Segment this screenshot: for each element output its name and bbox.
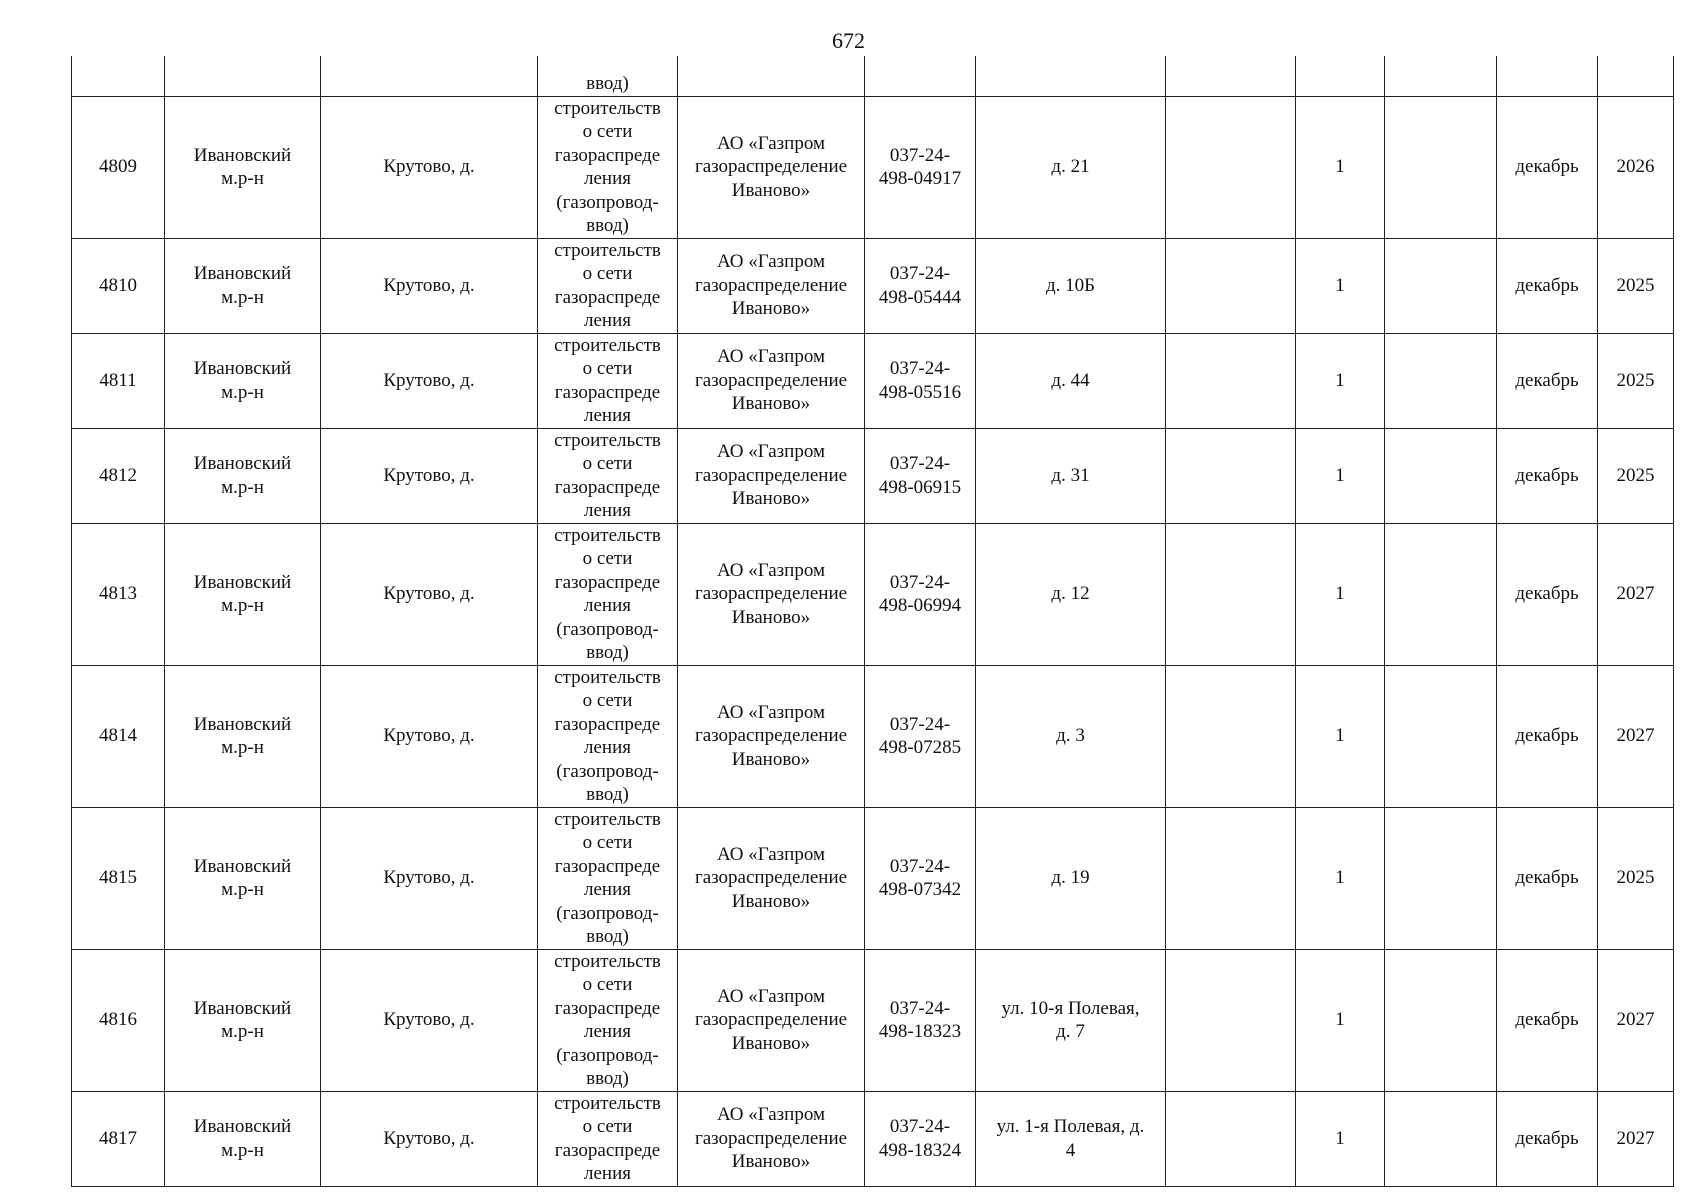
district-line: Ивановский — [193, 713, 292, 735]
work-type-line: о сети — [582, 121, 633, 142]
cell-address — [976, 56, 1166, 96]
cell-empty — [1385, 949, 1497, 1091]
cell-code — [865, 238, 976, 333]
company-line: газораспределение — [694, 274, 848, 296]
address-line: д. 12 — [1051, 583, 1090, 605]
company-line: газораспределение — [694, 1009, 848, 1031]
district-line: Ивановский — [193, 1116, 292, 1137]
cell-company — [678, 96, 865, 238]
cell-empty — [1166, 56, 1296, 96]
company-line: АО «Газпром — [716, 985, 826, 1007]
code-line: 498-18323 — [878, 1021, 962, 1042]
company-line: газораспределение — [694, 464, 848, 486]
table-row — [72, 333, 1674, 428]
cell-num: 4816 — [72, 949, 165, 1091]
work-type-line: строительств — [554, 1092, 661, 1114]
code-line: 498-05444 — [878, 286, 962, 308]
district-line: м.р-н — [221, 381, 264, 403]
table-row — [72, 238, 1674, 333]
cell-month: декабрь — [1497, 807, 1598, 949]
work-type-line: строительств — [554, 808, 661, 830]
company-line: Иваново» — [731, 606, 811, 628]
cell-company — [678, 238, 865, 333]
address-line: д. 44 — [1051, 369, 1090, 391]
work-type-line: газораспреде — [554, 286, 661, 308]
work-type-line: о сети — [582, 453, 633, 474]
cell-code — [865, 96, 976, 238]
work-type-line: (газопровод- — [556, 1044, 659, 1066]
company-line: газораспределение — [694, 725, 848, 747]
district-line: м.р-н — [221, 595, 264, 616]
cell-locality: Крутово, д. — [321, 96, 538, 238]
cell-empty — [1385, 428, 1497, 523]
code-line: 037-24- — [889, 358, 951, 379]
cell-code — [865, 56, 976, 96]
cell-work-type — [538, 1091, 678, 1186]
cell-year: 2027 — [1598, 665, 1674, 807]
code-line: 037-24- — [889, 571, 951, 593]
cell-num: 4813 — [72, 523, 165, 665]
district-line: Ивановский — [193, 263, 292, 284]
work-type-line: ления — [584, 168, 631, 189]
company-line: АО «Газпром — [716, 701, 826, 723]
company-line: АО «Газпром — [716, 1104, 826, 1126]
address-line: д. 19 — [1051, 867, 1090, 889]
cell-month: декабрь — [1497, 1091, 1598, 1186]
table-row — [72, 1091, 1674, 1186]
cell-month: декабрь — [1497, 333, 1598, 428]
cell-code — [865, 949, 976, 1091]
cell-empty — [1166, 333, 1296, 428]
address-line: д. 31 — [1051, 464, 1090, 486]
district-line: м.р-н — [221, 879, 264, 900]
cell-district — [165, 333, 321, 428]
cell-num — [72, 56, 165, 96]
company-line: газораспределение — [694, 867, 848, 889]
cell-locality: Крутово, д. — [321, 807, 538, 949]
cell-district — [165, 56, 321, 96]
cell-work-type — [538, 665, 678, 807]
code-line: 498-04917 — [878, 168, 962, 189]
cell-empty — [1385, 238, 1497, 333]
work-type-line: газораспреде — [554, 476, 661, 498]
cell-empty — [1166, 523, 1296, 665]
cell-locality: Крутово, д. — [321, 428, 538, 523]
cell-locality — [321, 56, 538, 96]
company-line: Иваново» — [731, 298, 811, 320]
work-type-line: ления — [584, 1163, 631, 1184]
work-type-line: строительств — [554, 239, 661, 261]
cell-work-type — [538, 238, 678, 333]
address-line: д. 3 — [1056, 725, 1085, 747]
company-line: АО «Газпром — [716, 132, 826, 154]
work-type-line: о сети — [582, 358, 633, 379]
cell-month: декабрь — [1497, 523, 1598, 665]
cell-num: 4809 — [72, 96, 165, 238]
cell-empty — [1385, 807, 1497, 949]
cell-work-type — [538, 949, 678, 1091]
work-type-line: ввод) — [586, 926, 629, 947]
cell-empty — [1166, 96, 1296, 238]
cell-address — [976, 428, 1166, 523]
code-line: 498-05516 — [878, 381, 962, 403]
company-line: АО «Газпром — [716, 843, 826, 865]
gas-network-table — [71, 56, 1674, 1187]
cell-count: 1 — [1296, 428, 1385, 523]
work-type-line: о сети — [582, 974, 633, 995]
cell-num: 4810 — [72, 238, 165, 333]
cell-locality: Крутово, д. — [321, 949, 538, 1091]
district-line: Ивановский — [193, 144, 292, 166]
table-row — [72, 523, 1674, 665]
cell-count — [1296, 56, 1385, 96]
code-line: 498-06915 — [878, 476, 962, 498]
page-number: 672 — [832, 28, 865, 53]
work-type-line: строительств — [554, 524, 661, 546]
work-type-line: строительств — [554, 429, 661, 451]
work-type-line: о сети — [582, 1116, 633, 1137]
work-type-line: ввод) — [586, 1068, 629, 1089]
district-line: Ивановский — [193, 358, 292, 379]
work-type-line: строительств — [554, 334, 661, 356]
code-line: 037-24- — [889, 713, 951, 735]
company-line: Иваново» — [731, 890, 811, 912]
district-line: м.р-н — [221, 1139, 264, 1161]
district-line: Ивановский — [193, 997, 292, 1019]
district-line: м.р-н — [221, 1021, 264, 1042]
work-type-line: ввод) — [586, 784, 629, 805]
work-type-line: (газопровод- — [556, 760, 659, 782]
company-line: АО «Газпром — [716, 559, 826, 581]
cell-district — [165, 96, 321, 238]
cell-address — [976, 665, 1166, 807]
cell-district — [165, 523, 321, 665]
cell-code — [865, 523, 976, 665]
address-line: 4 — [1065, 1139, 1076, 1161]
cell-locality: Крутово, д. — [321, 333, 538, 428]
cell-locality: Крутово, д. — [321, 238, 538, 333]
cell-locality: Крутово, д. — [321, 1091, 538, 1186]
table-row — [72, 807, 1674, 949]
address-line: ул. 1-я Полевая, д. — [996, 1116, 1145, 1137]
work-type-line: газораспреде — [554, 713, 661, 735]
cell-company — [678, 333, 865, 428]
address-line: д. 21 — [1051, 156, 1090, 178]
work-type-line: газораспреде — [554, 1139, 661, 1161]
cell-empty — [1385, 96, 1497, 238]
work-type-line: о сети — [582, 548, 633, 569]
cell-empty — [1385, 1091, 1497, 1186]
work-type-line: о сети — [582, 832, 633, 853]
company-line: Иваново» — [731, 179, 811, 201]
cell-company — [678, 1091, 865, 1186]
cell-empty — [1385, 665, 1497, 807]
work-type-line: ввод) — [586, 215, 629, 236]
cell-year: 2025 — [1598, 238, 1674, 333]
cell-year: 2027 — [1598, 523, 1674, 665]
work-type-line: ления — [584, 405, 631, 426]
company-line: Иваново» — [731, 1151, 811, 1173]
cell-work-type — [538, 428, 678, 523]
code-line: 037-24- — [889, 453, 951, 474]
cell-empty — [1385, 56, 1497, 96]
code-line: 498-06994 — [878, 595, 962, 616]
cell-empty — [1166, 1091, 1296, 1186]
company-line: газораспределение — [694, 583, 848, 605]
company-line: газораспределение — [694, 369, 848, 391]
cell-year: 2025 — [1598, 428, 1674, 523]
work-type-line: ввод) — [586, 73, 629, 94]
cell-empty — [1166, 238, 1296, 333]
cell-work-type — [538, 807, 678, 949]
cell-empty — [1166, 428, 1296, 523]
cell-company — [678, 807, 865, 949]
cell-work-type — [538, 96, 678, 238]
continued-row — [72, 56, 1674, 96]
cell-address — [976, 949, 1166, 1091]
cell-company — [678, 523, 865, 665]
company-line: АО «Газпром — [716, 251, 826, 273]
cell-locality: Крутово, д. — [321, 665, 538, 807]
cell-year: 2027 — [1598, 949, 1674, 1091]
cell-num: 4811 — [72, 333, 165, 428]
work-type-line: (газопровод- — [556, 191, 659, 213]
work-type-line: (газопровод- — [556, 902, 659, 924]
cell-num: 4815 — [72, 807, 165, 949]
cell-year: 2025 — [1598, 333, 1674, 428]
code-line: 037-24- — [889, 144, 951, 166]
cell-empty — [1166, 665, 1296, 807]
work-type-line: газораспреде — [554, 997, 661, 1019]
cell-year — [1598, 56, 1674, 96]
work-type-line: газораспреде — [554, 144, 661, 166]
cell-address — [976, 807, 1166, 949]
cell-num: 4812 — [72, 428, 165, 523]
cell-work-type — [538, 56, 678, 96]
cell-code — [865, 1091, 976, 1186]
cell-count: 1 — [1296, 1091, 1385, 1186]
cell-district — [165, 238, 321, 333]
table-body — [72, 56, 1674, 1186]
cell-empty — [1385, 523, 1497, 665]
company-line: газораспределение — [694, 156, 848, 178]
address-line: д. 7 — [1056, 1021, 1085, 1042]
cell-count: 1 — [1296, 333, 1385, 428]
cell-work-type — [538, 333, 678, 428]
cell-count: 1 — [1296, 665, 1385, 807]
code-line: 498-18324 — [878, 1139, 962, 1161]
cell-month: декабрь — [1497, 96, 1598, 238]
cell-year: 2025 — [1598, 807, 1674, 949]
cell-address — [976, 1091, 1166, 1186]
district-line: м.р-н — [221, 168, 264, 189]
company-line: Иваново» — [731, 393, 811, 415]
district-line: м.р-н — [221, 737, 264, 758]
table-row — [72, 428, 1674, 523]
work-type-line: газораспреде — [554, 381, 661, 403]
cell-empty — [1385, 333, 1497, 428]
company-line: АО «Газпром — [716, 441, 826, 463]
table-row — [72, 665, 1674, 807]
district-line: Ивановский — [193, 855, 292, 877]
code-line: 037-24- — [889, 997, 951, 1019]
work-type-line: строительств — [554, 950, 661, 972]
work-type-line: газораспреде — [554, 855, 661, 877]
cell-code — [865, 807, 976, 949]
cell-code — [865, 665, 976, 807]
work-type-line: ввод) — [586, 642, 629, 663]
cell-month: декабрь — [1497, 949, 1598, 1091]
company-line: газораспределение — [694, 1127, 848, 1149]
cell-district — [165, 949, 321, 1091]
company-line: Иваново» — [731, 748, 811, 770]
company-line: Иваново» — [731, 1032, 811, 1054]
address-line: ул. 10-я Полевая, — [1001, 997, 1140, 1019]
work-type-line: (газопровод- — [556, 618, 659, 640]
cell-company — [678, 56, 865, 96]
cell-district — [165, 665, 321, 807]
cell-locality: Крутово, д. — [321, 523, 538, 665]
work-type-line: ления — [584, 1021, 631, 1042]
cell-month: декабрь — [1497, 428, 1598, 523]
company-line: АО «Газпром — [716, 346, 826, 368]
cell-month: декабрь — [1497, 665, 1598, 807]
work-type-line: газораспреде — [554, 571, 661, 593]
code-line: 037-24- — [889, 1116, 951, 1137]
district-line: Ивановский — [193, 571, 292, 593]
table-row — [72, 96, 1674, 238]
cell-district — [165, 807, 321, 949]
cell-count: 1 — [1296, 523, 1385, 665]
district-line: м.р-н — [221, 476, 264, 498]
work-type-line: ления — [584, 310, 631, 331]
code-line: 498-07285 — [878, 737, 962, 758]
work-type-line: ления — [584, 879, 631, 900]
cell-company — [678, 428, 865, 523]
work-type-line: ления — [584, 737, 631, 758]
cell-company — [678, 949, 865, 1091]
cell-year: 2027 — [1598, 1091, 1674, 1186]
cell-empty — [1166, 949, 1296, 1091]
cell-count: 1 — [1296, 807, 1385, 949]
company-line: Иваново» — [731, 488, 811, 510]
cell-empty — [1166, 807, 1296, 949]
work-type-line: строительств — [554, 666, 661, 688]
code-line: 037-24- — [889, 855, 951, 877]
cell-num: 4817 — [72, 1091, 165, 1186]
cell-month: декабрь — [1497, 238, 1598, 333]
cell-address — [976, 523, 1166, 665]
work-type-line: ления — [584, 595, 631, 616]
work-type-line: строительств — [554, 97, 661, 119]
cell-address — [976, 238, 1166, 333]
table-row — [72, 949, 1674, 1091]
cell-count: 1 — [1296, 238, 1385, 333]
district-line: м.р-н — [221, 286, 264, 308]
cell-district — [165, 428, 321, 523]
cell-count: 1 — [1296, 96, 1385, 238]
cell-district — [165, 1091, 321, 1186]
work-type-line: ления — [584, 500, 631, 521]
address-line: д. 10Б — [1045, 274, 1096, 296]
code-line: 498-07342 — [878, 879, 962, 900]
cell-count: 1 — [1296, 949, 1385, 1091]
cell-company — [678, 665, 865, 807]
cell-code — [865, 428, 976, 523]
cell-address — [976, 333, 1166, 428]
cell-work-type — [538, 523, 678, 665]
district-line: Ивановский — [193, 453, 292, 474]
work-type-line: о сети — [582, 690, 633, 711]
cell-code — [865, 333, 976, 428]
cell-num: 4814 — [72, 665, 165, 807]
code-line: 037-24- — [889, 263, 951, 284]
cell-address — [976, 96, 1166, 238]
work-type-line: о сети — [582, 263, 633, 284]
cell-year: 2026 — [1598, 96, 1674, 238]
cell-month — [1497, 56, 1598, 96]
